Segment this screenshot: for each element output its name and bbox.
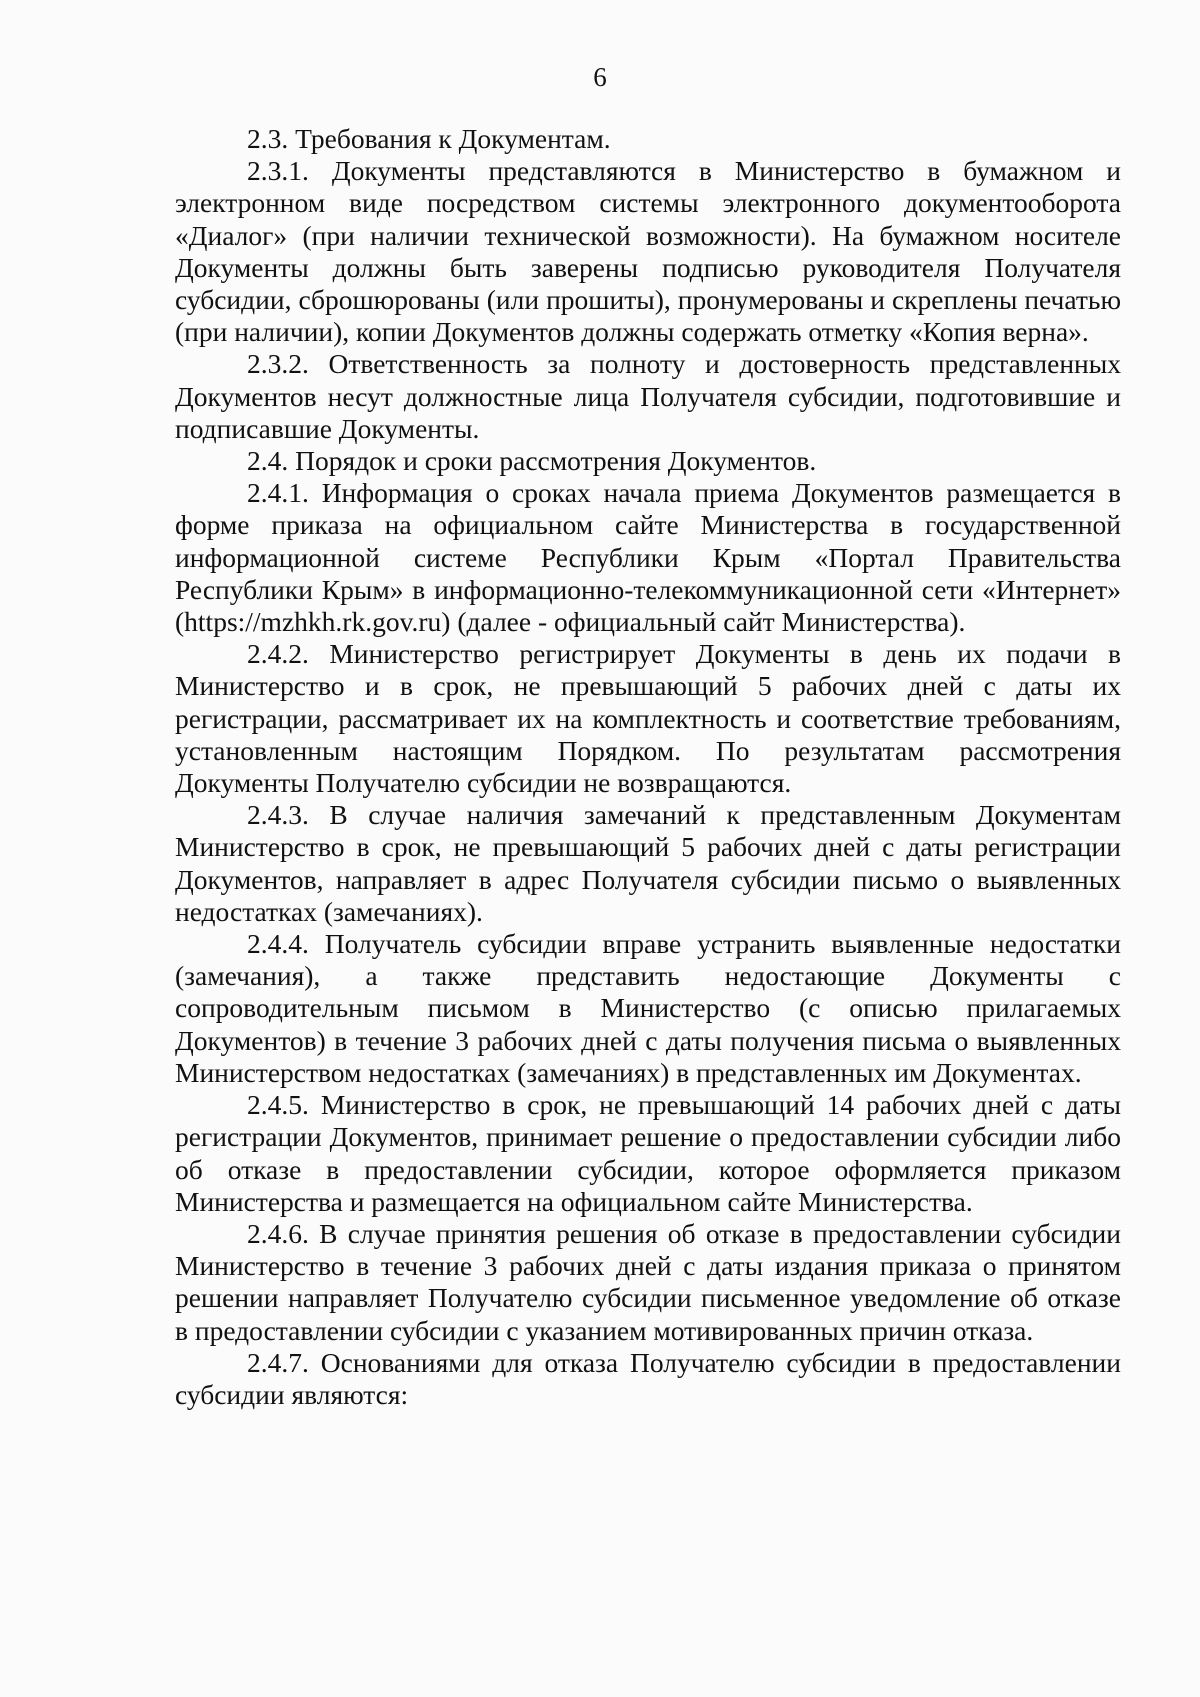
paragraph-2-4-2: 2.4.2. Министерство регистрирует Документы в день их подачи в Министерство и в срок, не превышающий 5 рабочих дней с даты их регистрации, рассматривает их на комплектность и соответствие требованиям, установленным настоящим Порядком. По результатам рассмотрения Документы Получателю субсидии не возвращаются. (175, 638, 1121, 799)
paragraph-2-4-3: 2.4.3. В случае наличия замечаний к представленным Документам Министерство в срок, не превышающий 5 рабочих дней с даты регистрации Документов, направляет в адрес Получателя субсидии письмо о выявленных недостатках (замечаниях). (175, 799, 1121, 927)
paragraph-2-3-2: 2.3.2. Ответственность за полноту и достоверность представленных Документов несут должностные лица Получателя субсидии, подготовившие и подписавшие Документы. (175, 348, 1121, 444)
paragraph-2-3: 2.3. Требования к Документам. (247, 123, 611, 154)
paragraph-2-4-4: 2.4.4. Получатель субсидии вправе устранить выявленные недостатки (замечания), а также представить недостающие Документы с сопроводительным письмом в Министерство (с описью прилагаемых Документов) в течение 3 рабочих дней с даты получения письма о выявленных Министерством недостатках (замечаниях) в представленных им Документах. (175, 928, 1121, 1088)
paragraph-2-4-1: 2.4.1. Информация о сроках начала приема Документов размещается в форме приказа на официальном сайте Министерства в государственной информационной системе Республики Крым «Портал Правительства Республики Крым» в информационно-телекоммуникационной сети «Интернет» (https://mzhkh.rk.gov.ru) (далее - официальный сайт Министерства). (175, 477, 1121, 638)
paragraph-2-4-5: 2.4.5. Министерство в срок, не превышающий 14 рабочих дней с даты регистрации Документов, принимает решение о предоставлении субсидии либо об отказе в предоставлении субсидии, которое оформляется приказом Министерства и размещается на официальном сайте Министерства. (175, 1089, 1121, 1217)
paragraph-2-3-1: 2.3.1. Документы представляются в Министерство в бумажном и электронном виде посредством системы электронного документооборота «Диалог» (при наличии технической возможности). На бумажном носителе Документы должны быть заверены подписью руководителя Получателя субсидии, сброшюрованы (или прошиты), пронумерованы и скреплены печатью (при наличии), копии Документов должны содержать отметку «Копия верна». (175, 155, 1121, 348)
paragraph-2-4-6: 2.4.6. В случае принятия решения об отказе в предоставлении субсидии Министерство в течение 3 рабочих дней с даты издания приказа о принятом решении направляет Получателю субсидии письменное уведомление об отказе в предоставлении субсидии с указанием мотивированных причин отказа. (175, 1217, 1121, 1346)
document-body (175, 123, 1121, 1411)
paragraph-2-4-7: 2.4.7. Основаниями для отказа Получателю субсидии в предоставлении субсидии являются: (175, 1346, 1121, 1410)
paragraph-2-4: 2.4. Порядок и сроки рассмотрения Документов. (247, 445, 817, 477)
page-number: 6 (593, 62, 607, 92)
